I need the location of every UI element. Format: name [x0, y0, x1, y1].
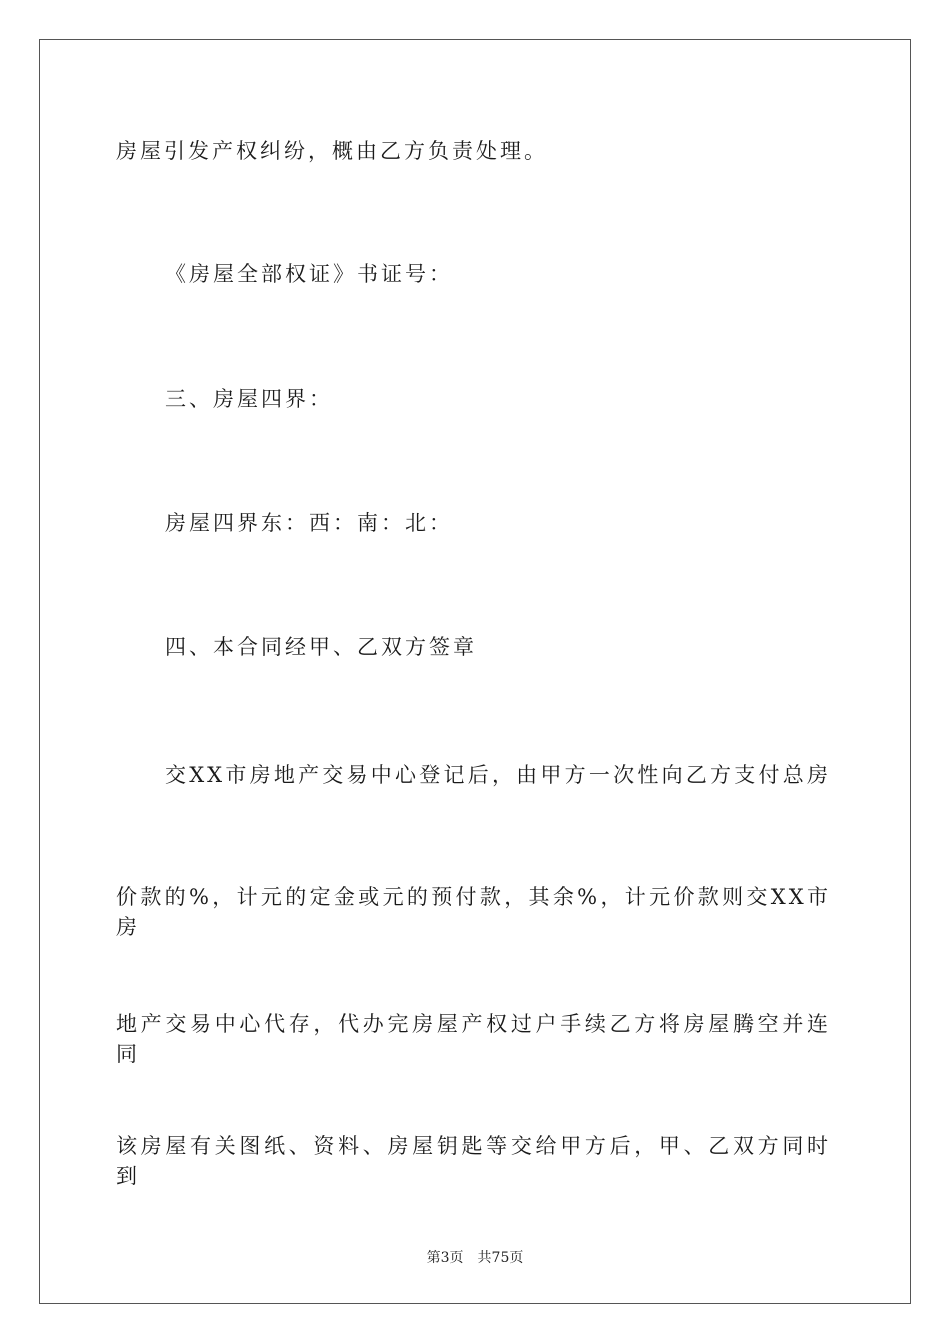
paragraph-certificate-number: 《房屋全部权证》书证号：: [165, 262, 453, 286]
paragraph-boundaries: 房屋四界东：西：南：北：: [165, 511, 453, 535]
page-border: [39, 39, 911, 1304]
section-heading-4: 四、本合同经甲、乙双方签章: [165, 635, 477, 659]
section-heading-3: 三、房屋四界：: [165, 387, 333, 411]
paragraph-line-1: 房屋引发产权纠纷，概由乙方负责处理。: [116, 139, 548, 163]
paragraph-line-6: 交XX市房地产交易中心登记后，由甲方一次性向乙方支付总房: [165, 763, 831, 787]
paragraph-line-9: 该房屋有关图纸、资料、房屋钥匙等交给甲方后，甲、乙双方同时到: [116, 1134, 831, 1188]
page-footer: [0, 1247, 950, 1267]
paragraph-line-7: 价款的%，计元的定金或元的预付款，其余%，计元价款则交XX市房: [116, 885, 831, 939]
page-total: 共75页: [477, 1250, 524, 1266]
paragraph-line-8: 地产交易中心代存，代办完房屋产权过户手续乙方将房屋腾空并连同: [116, 1012, 831, 1066]
page-number: 第3页: [426, 1250, 464, 1266]
